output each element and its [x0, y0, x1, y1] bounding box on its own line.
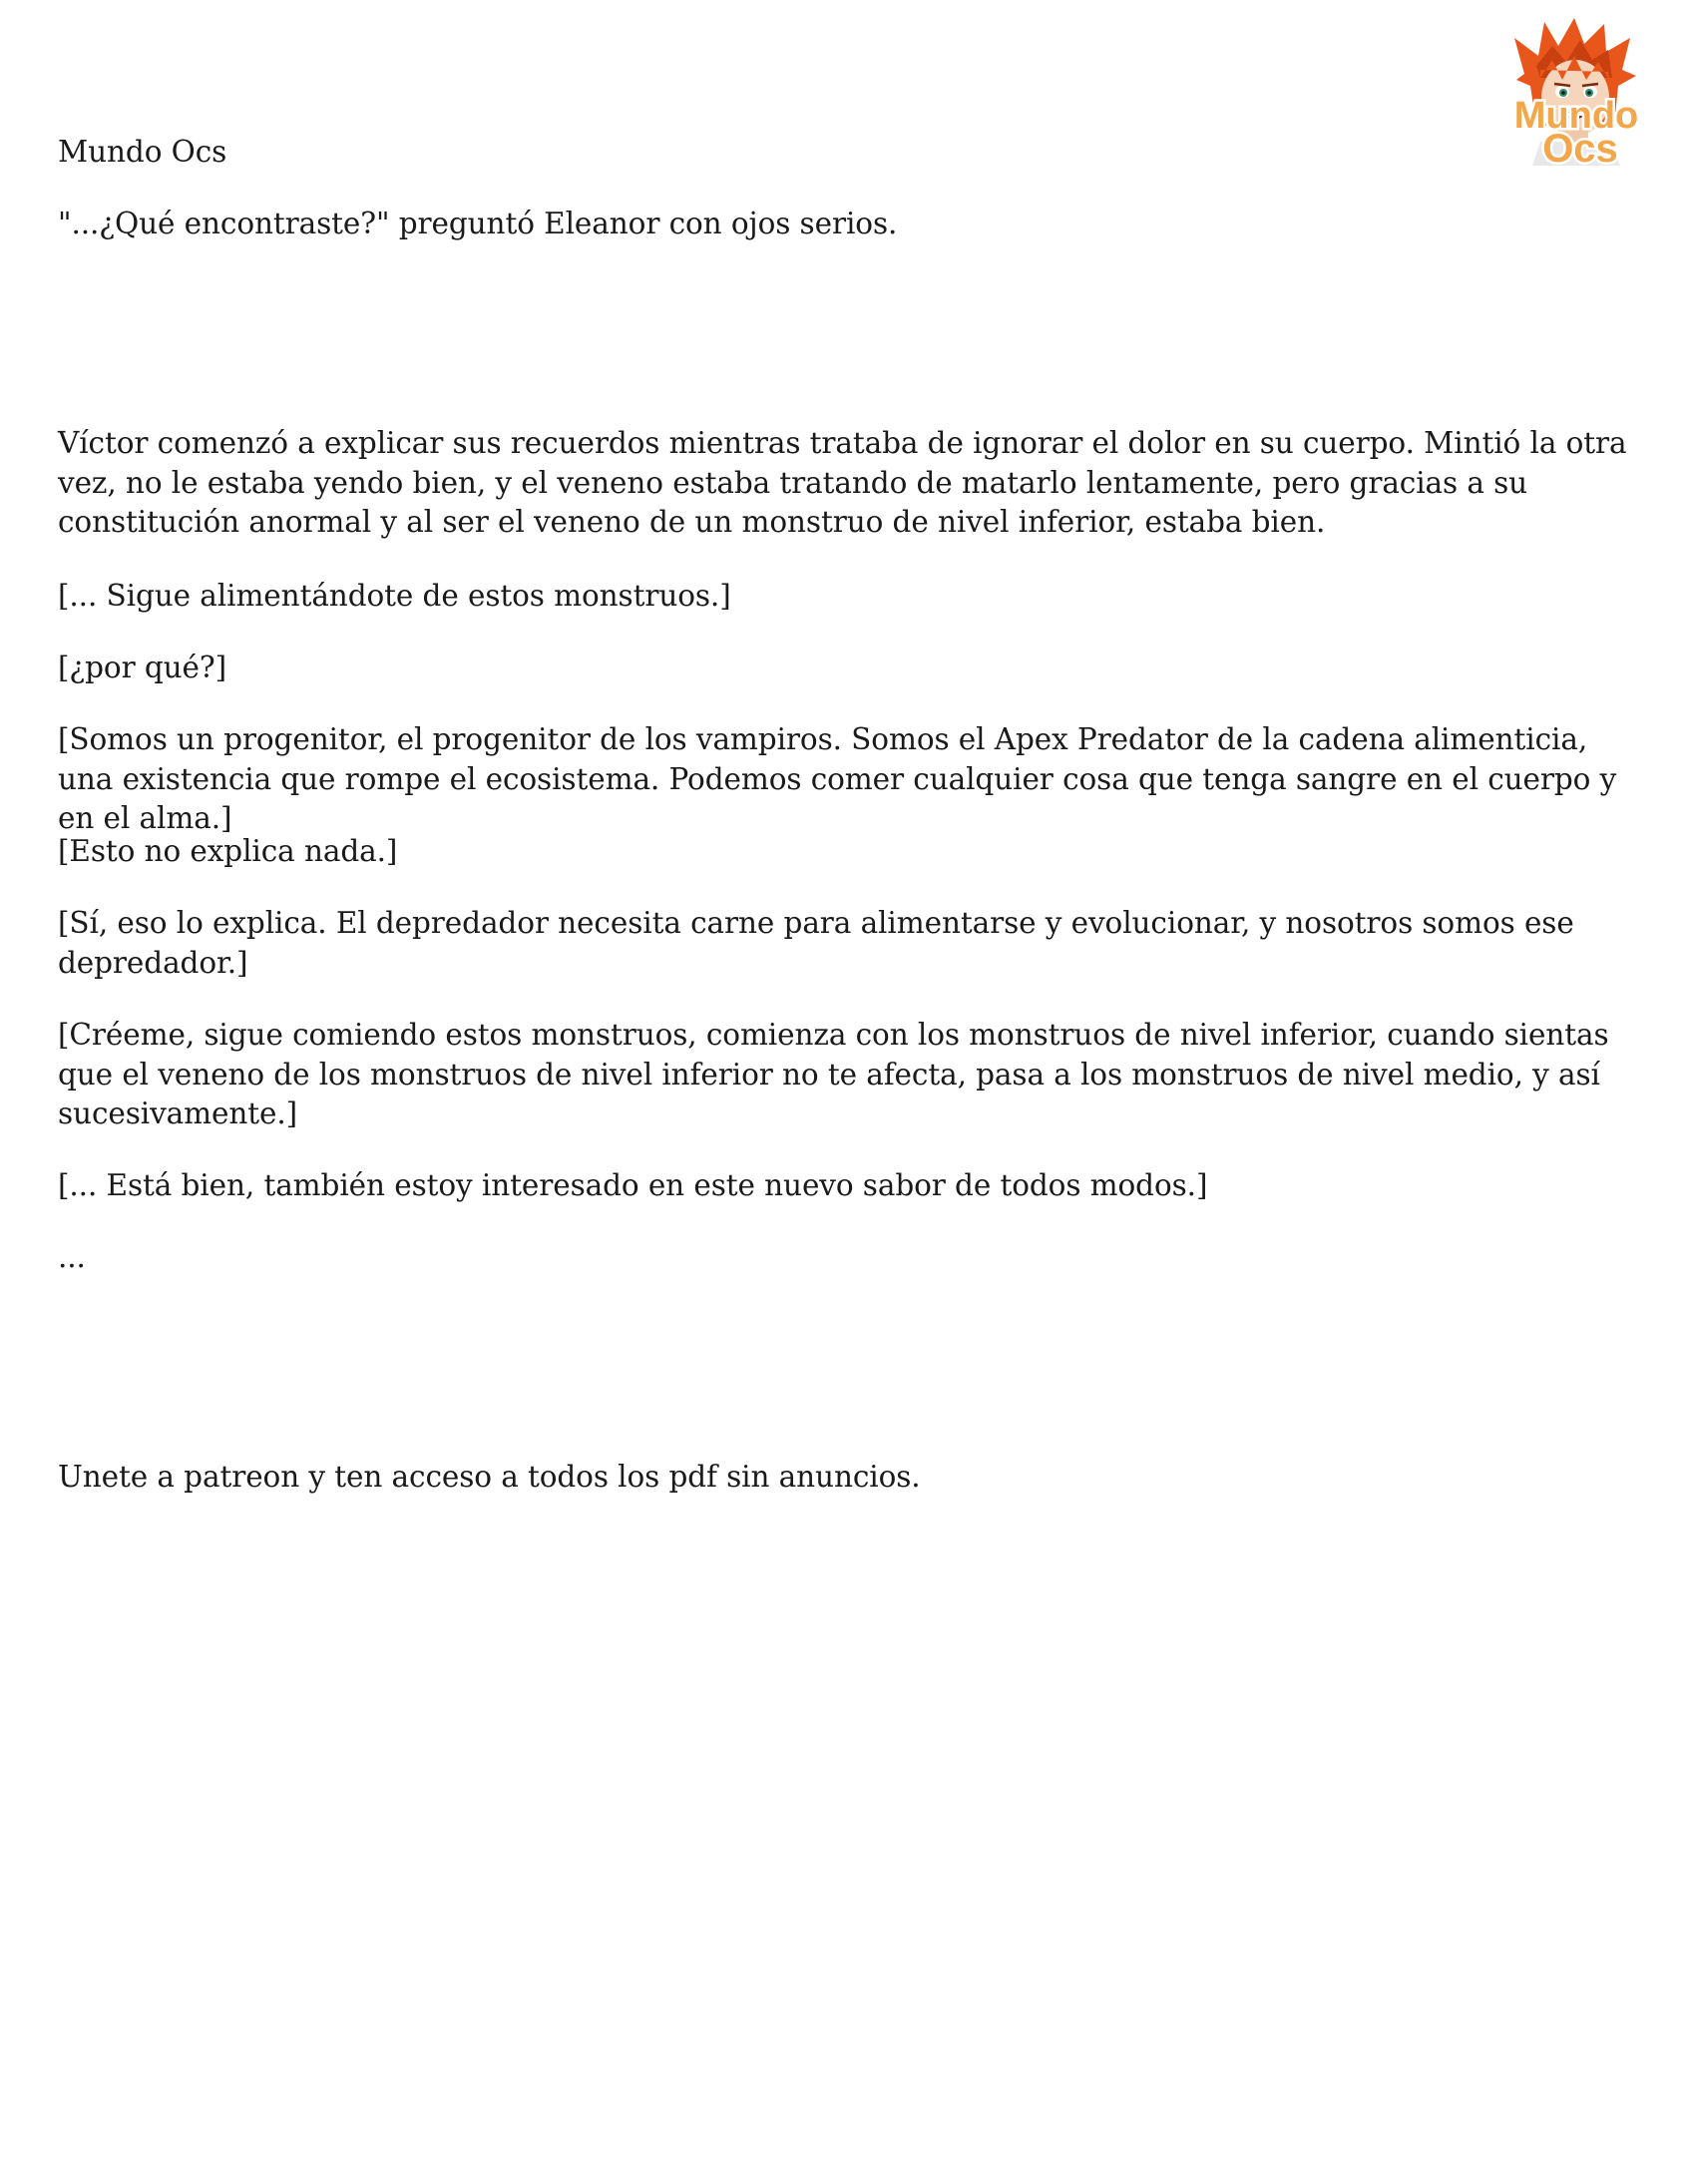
paragraph: [Créeme, sigue comiendo estos monstruos, comienza con los monstruos de nivel inferior, cuando sientas que el veneno de los monstruos de nivel inferior no te afecta, pasa a los monstruos de nivel medio, y así sucesivamente.]: [58, 1018, 1609, 1130]
paragraph: [Esto no explica nada.]: [58, 834, 398, 868]
paragraph: Víctor comenzó a explicar sus recuerdos mientras trataba de ignorar el dolor en su cuerpo. Mintió la otra vez, no le estaba yendo bien, y el veneno estaba tratando de matarlo lentamente, pero gracias a su constitución anormal y al ser el veneno de un monstruo de nivel inferior, estaba bien.: [58, 426, 1627, 539]
logo-text-top: Mundo: [1513, 95, 1639, 137]
paragraph: [... Sigue alimentándote de estos monstruos.]: [58, 579, 731, 613]
paragraph: [... Está bien, también estoy interesado en este nuevo sabor de todos modos.]: [58, 1168, 1208, 1202]
logo-text-bottom: Ocs: [1542, 127, 1618, 171]
paragraph: "...¿Qué encontraste?" preguntó Eleanor con ojos serios.: [58, 207, 898, 240]
paragraph: [¿por qué?]: [58, 651, 227, 684]
site-name: Mundo Ocs: [58, 135, 227, 169]
ellipsis: ...: [58, 1240, 86, 1274]
paragraph: [Somos un progenitor, el progenitor de los vampiros. Somos el Apex Predator de la cadena alimenticia, una existencia que rompe el ecosistema. Podemos comer cualquier cosa que tenga sangre en el cuerpo y en el alma.]: [58, 722, 1617, 835]
paragraph: [Sí, eso lo explica. El depredador necesita carne para alimentarse y evolucionar, y nosotros somos ese depredador.]: [58, 906, 1574, 980]
patreon-notice: Unete a patreon y ten acceso a todos los pdf sin anuncios.: [58, 1460, 921, 1494]
